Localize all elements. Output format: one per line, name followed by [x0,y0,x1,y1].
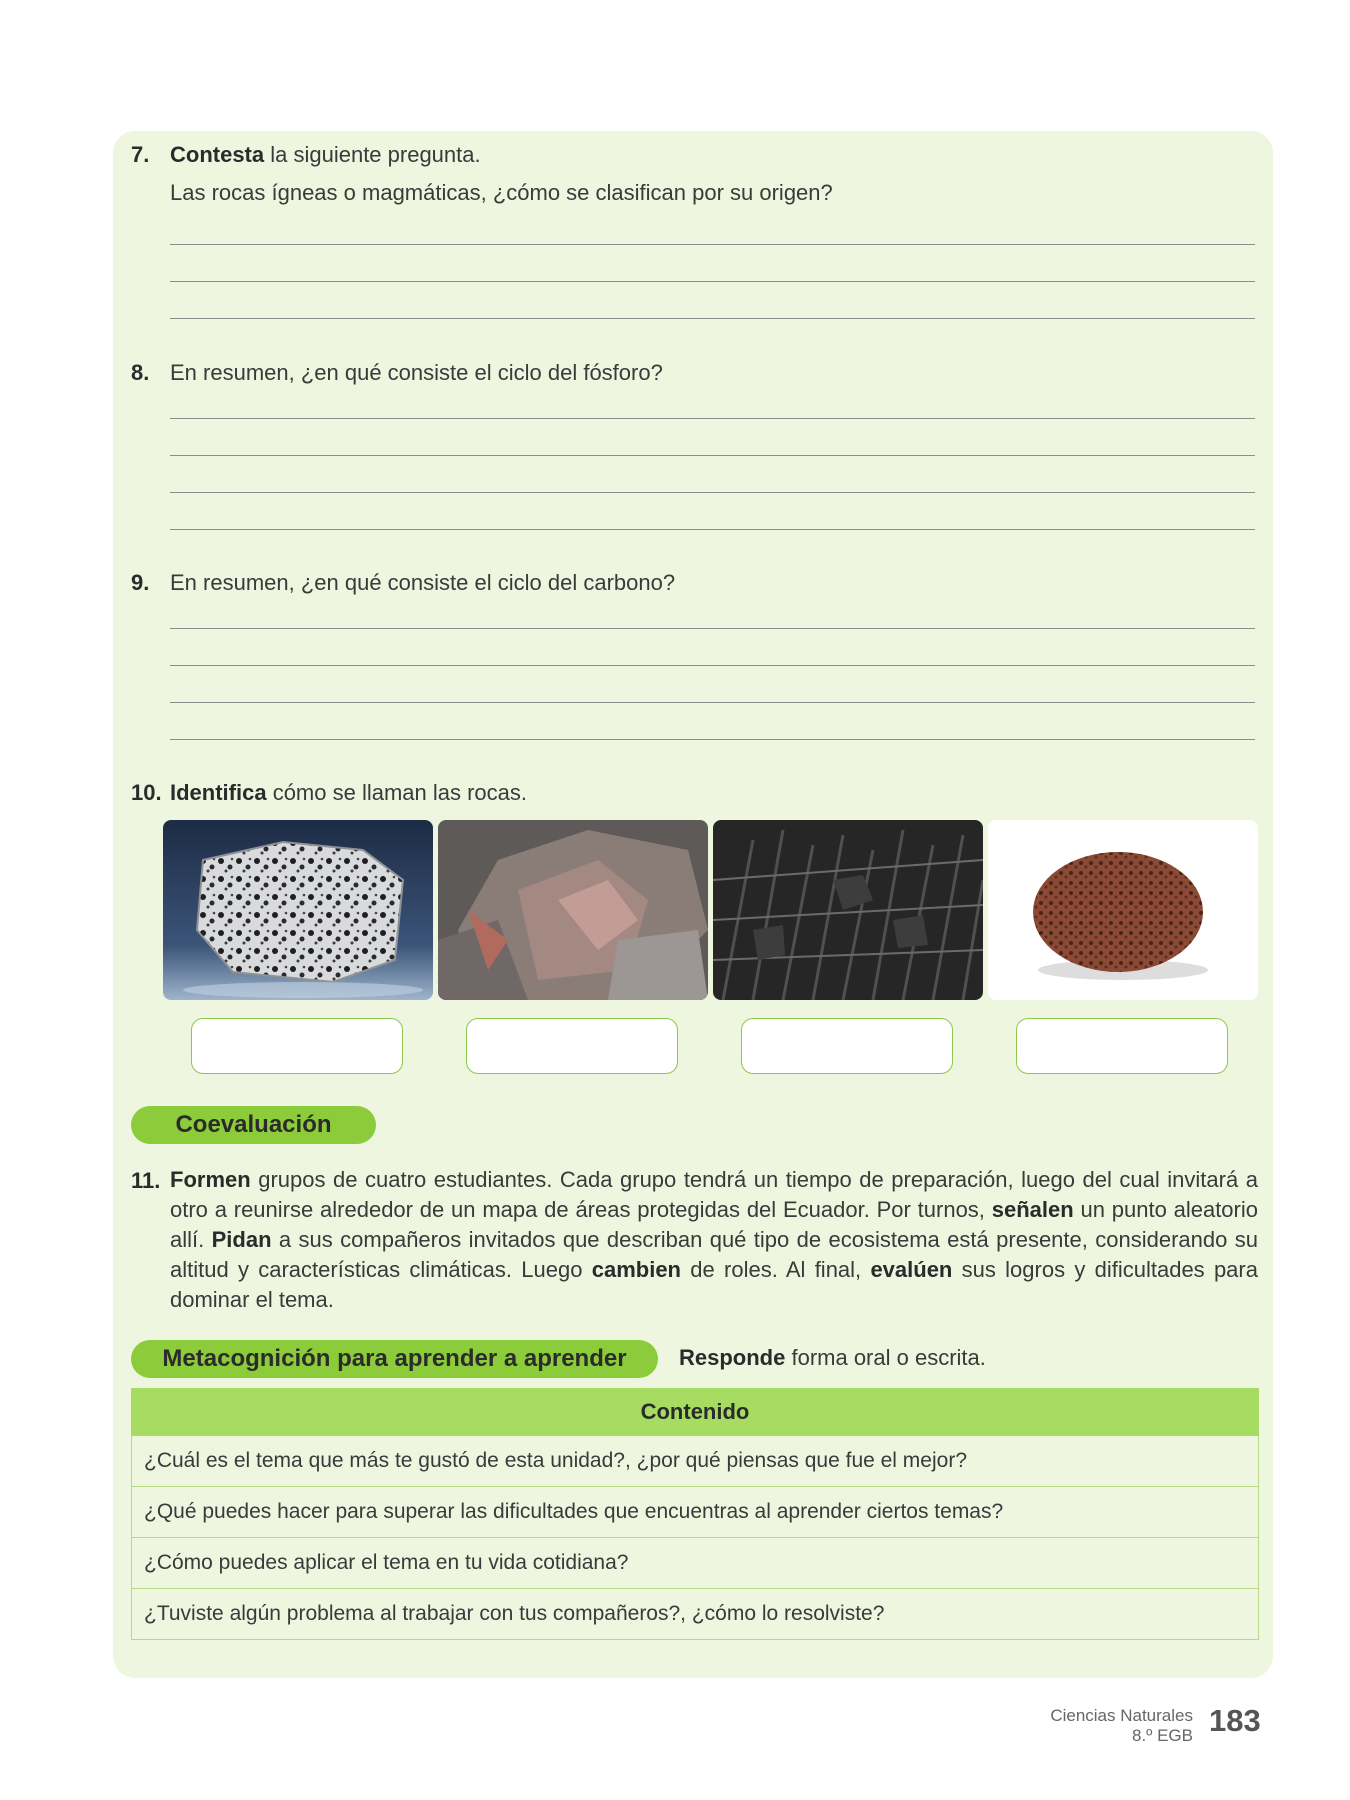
basalt-columns-photo [713,820,983,1000]
answer-line[interactable] [170,665,1255,666]
question-7-rest: la siguiente pregunta. [264,142,481,167]
question-11-number: 11. [131,1168,161,1193]
table-row [132,1436,1259,1487]
footer-subject: Ciencias Naturales [1050,1706,1193,1725]
table-row [132,1589,1259,1640]
q11-verb-formen: Formen [170,1167,251,1192]
question-7-subtext: Las rocas ígneas o magmáticas, ¿cómo se clasifican por su origen? [170,180,833,205]
question-10-rest: cómo se llaman las rocas. [266,780,528,805]
q11-text-3: a sus compañeros invitados que describan qué tipo de ecosistema está presente, considerando su altitud y características climáticas. Luego [170,1227,1258,1282]
metacognicion-table [131,1388,1259,1640]
q11-text-2: un punto aleatorio allí. [170,1197,1258,1252]
q11-text-4: de roles. Al final, [681,1257,871,1282]
granite-rock-photo [163,820,433,1000]
rock-name-input-4[interactable] [1016,1018,1228,1074]
pumice-stone-photo [988,820,1258,1000]
table-cell: ¿Qué puedes hacer para superar las dificultades que encuentras al aprender ciertos temas? [132,1487,1259,1538]
table-header-contenido: Contenido [132,1389,1259,1436]
table-cell: ¿Cuál es el tema que más te gustó de esta unidad?, ¿por qué piensas que fue el mejor? [132,1436,1259,1487]
question-7-verb: Contesta [170,142,265,167]
answer-line[interactable] [170,529,1255,530]
metacognicion-heading: Metacognición para aprender a aprender [131,1340,658,1378]
question-7-number: 7. [131,142,150,167]
table-row [132,1538,1259,1589]
coevaluacion-heading: Coevaluación [131,1106,376,1144]
question-10-prompt [170,778,527,808]
rock-name-input-3[interactable] [741,1018,953,1074]
table-cell: ¿Cómo puedes aplicar el tema en tu vida cotidiana? [132,1538,1259,1589]
answer-line[interactable] [170,455,1255,456]
rock-name-input-2[interactable] [466,1018,678,1074]
question-9-number: 9. [131,570,150,595]
metacognicion-instruction [679,1343,986,1373]
page-number: 183 [1209,1703,1261,1738]
question-11-text [170,1165,1258,1315]
answer-line[interactable] [170,281,1255,282]
answer-line[interactable] [170,739,1255,740]
metacognicion-instruction-rest: forma oral o escrita. [785,1345,986,1370]
q11-text-1: grupos de cuatro estudiantes. Cada grupo tendrá un tiempo de preparación, luego del cual invitará a otro a reunirse alrededor de un mapa de áreas protegidas del Ecuador. Por turnos, [170,1167,1258,1222]
answer-line[interactable] [170,702,1255,703]
question-8-text: En resumen, ¿en qué consiste el ciclo del fósforo? [170,360,663,385]
metacognicion-verb: Responde [679,1345,786,1370]
footer-grade: 8.º EGB [1131,1726,1193,1745]
question-10-number: 10. [131,780,162,805]
answer-line[interactable] [170,244,1255,245]
q11-text-5: sus logros y dificultades para dominar el tema. [170,1257,1258,1312]
rock-name-input-1[interactable] [191,1018,403,1074]
q11-verb-cambien: cambien [591,1257,681,1282]
q11-verb-evaluen: evalúen [870,1257,953,1282]
question-10-verb: Identifica [170,780,267,805]
pink-granite-rocks-photo [438,820,708,1000]
table-row [132,1487,1259,1538]
answer-line[interactable] [170,318,1255,319]
q11-verb-pidan: Pidan [211,1227,272,1252]
table-cell: ¿Tuviste algún problema al trabajar con tus compañeros?, ¿cómo lo resolviste? [132,1589,1259,1640]
question-8-number: 8. [131,360,150,385]
question-9-text: En resumen, ¿en qué consiste el ciclo del carbono? [170,570,676,595]
question-7-prompt [170,140,481,170]
answer-line[interactable] [170,628,1255,629]
q11-verb-senalen: señalen [991,1197,1074,1222]
answer-line[interactable] [170,418,1255,419]
answer-line[interactable] [170,492,1255,493]
